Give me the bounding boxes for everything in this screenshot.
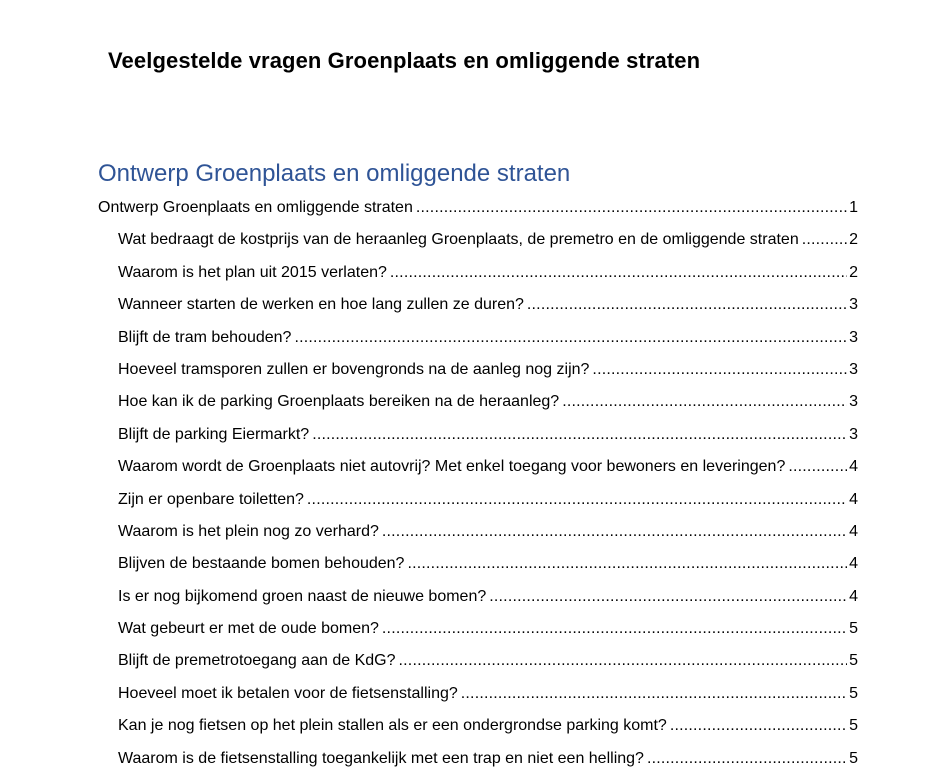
toc-entry-page-number: 3 [849, 328, 858, 346]
toc-entry-text: Blijven de bestaande bomen behouden? [118, 555, 405, 573]
toc-entry-page-number: 3 [849, 296, 858, 314]
toc-entry-page-number: 4 [849, 555, 858, 573]
toc-entry-page-number: 5 [849, 620, 858, 638]
toc-entry[interactable] [98, 516, 858, 548]
toc-dot-leader [390, 257, 847, 289]
toc-dot-leader [527, 289, 847, 321]
toc-entry[interactable] [98, 581, 858, 613]
toc-dot-leader [407, 548, 847, 580]
toc-entry-text: Blijft de parking Eiermarkt? [118, 425, 310, 443]
table-of-contents [98, 192, 858, 775]
toc-entry[interactable] [98, 484, 858, 516]
toc-entry-page-number: 5 [849, 684, 858, 702]
toc-entry-text: Wat gebeurt er met de oude bomen? [118, 620, 379, 638]
toc-dot-leader [382, 613, 847, 645]
toc-entry[interactable] [98, 548, 858, 580]
toc-entry-page-number: 2 [849, 263, 858, 281]
toc-entry-text: Hoeveel tramsporen zullen er bovengronds na de aanleg nog zijn? [118, 360, 590, 378]
toc-entry[interactable] [98, 451, 858, 483]
toc-entry-page-number: 3 [849, 393, 858, 411]
toc-entry[interactable] [98, 322, 858, 354]
toc-dot-leader [382, 516, 847, 548]
toc-entry[interactable] [98, 386, 858, 418]
toc-dot-leader [312, 419, 847, 451]
toc-entry-page-number: 5 [849, 652, 858, 670]
toc-entry-text: Zijn er openbare toiletten? [118, 490, 304, 508]
toc-dot-leader [670, 710, 847, 742]
toc-entry-text: Kan je nog fietsen op het plein stallen als er een ondergrondse parking komt? [118, 717, 667, 735]
toc-entry[interactable] [98, 224, 858, 256]
toc-dot-leader [788, 451, 847, 483]
toc-entry-text: Ontwerp Groenplaats en omliggende straten [98, 199, 413, 216]
toc-entry[interactable] [98, 354, 858, 386]
toc-entry[interactable] [98, 678, 858, 710]
toc-entry-page-number: 4 [849, 490, 858, 508]
toc-entry-page-number: 4 [849, 587, 858, 605]
toc-dot-leader [399, 645, 848, 677]
toc-dot-leader [562, 386, 847, 418]
toc-entry[interactable] [98, 192, 858, 224]
toc-entry-page-number: 1 [849, 199, 858, 216]
toc-entry[interactable] [98, 289, 858, 321]
toc-entry-page-number: 5 [849, 717, 858, 735]
toc-entry-text: Wanneer starten de werken en hoe lang zullen ze duren? [118, 296, 524, 314]
toc-dot-leader [461, 678, 847, 710]
toc-dot-leader [489, 581, 847, 613]
toc-entry-text: Waarom is het plein nog zo verhard? [118, 522, 379, 540]
toc-entry-text: Waarom is het plan uit 2015 verlaten? [118, 263, 387, 281]
toc-entry-page-number: 4 [849, 522, 858, 540]
toc-entry[interactable] [98, 419, 858, 451]
toc-entry-page-number: 5 [849, 749, 858, 767]
toc-dot-leader [307, 484, 847, 516]
toc-dot-leader [802, 224, 847, 256]
toc-entry-text: Waarom is de fietsenstalling toegankelijk met een trap en niet een helling? [118, 749, 644, 767]
toc-dot-leader [592, 354, 847, 386]
toc-entry-page-number: 3 [849, 425, 858, 443]
toc-entry[interactable] [98, 743, 858, 775]
toc-entry-page-number: 2 [849, 231, 858, 249]
document-title: Veelgestelde vragen Groenplaats en omliggende straten [108, 48, 701, 73]
toc-entry-text: Hoe kan ik de parking Groenplaats bereiken na de heraanleg? [118, 393, 560, 411]
toc-entry-text: Blijft de tram behouden? [118, 328, 292, 346]
toc-entry-text: Blijft de premetrotoegang aan de KdG? [118, 652, 396, 670]
toc-entry-page-number: 3 [849, 360, 858, 378]
section-heading: Ontwerp Groenplaats en omliggende straten [98, 160, 571, 187]
toc-entry-text: Hoeveel moet ik betalen voor de fietsenstalling? [118, 684, 458, 702]
toc-entry-text: Is er nog bijkomend groen naast de nieuwe bomen? [118, 587, 487, 605]
toc-dot-leader [647, 743, 847, 775]
toc-entry-page-number: 4 [849, 458, 858, 476]
toc-entry[interactable] [98, 613, 858, 645]
toc-entry[interactable] [98, 710, 858, 742]
toc-entry-text: Wat bedraagt de kostprijs van de heraanleg Groenplaats, de premetro en de omliggende straten [118, 231, 799, 249]
toc-entry-text: Waarom wordt de Groenplaats niet autovrij? Met enkel toegang voor bewoners en leveringen? [118, 458, 786, 476]
toc-dot-leader [294, 322, 847, 354]
toc-entry[interactable] [98, 645, 858, 677]
toc-dot-leader [416, 192, 847, 224]
toc-entry[interactable] [98, 257, 858, 289]
